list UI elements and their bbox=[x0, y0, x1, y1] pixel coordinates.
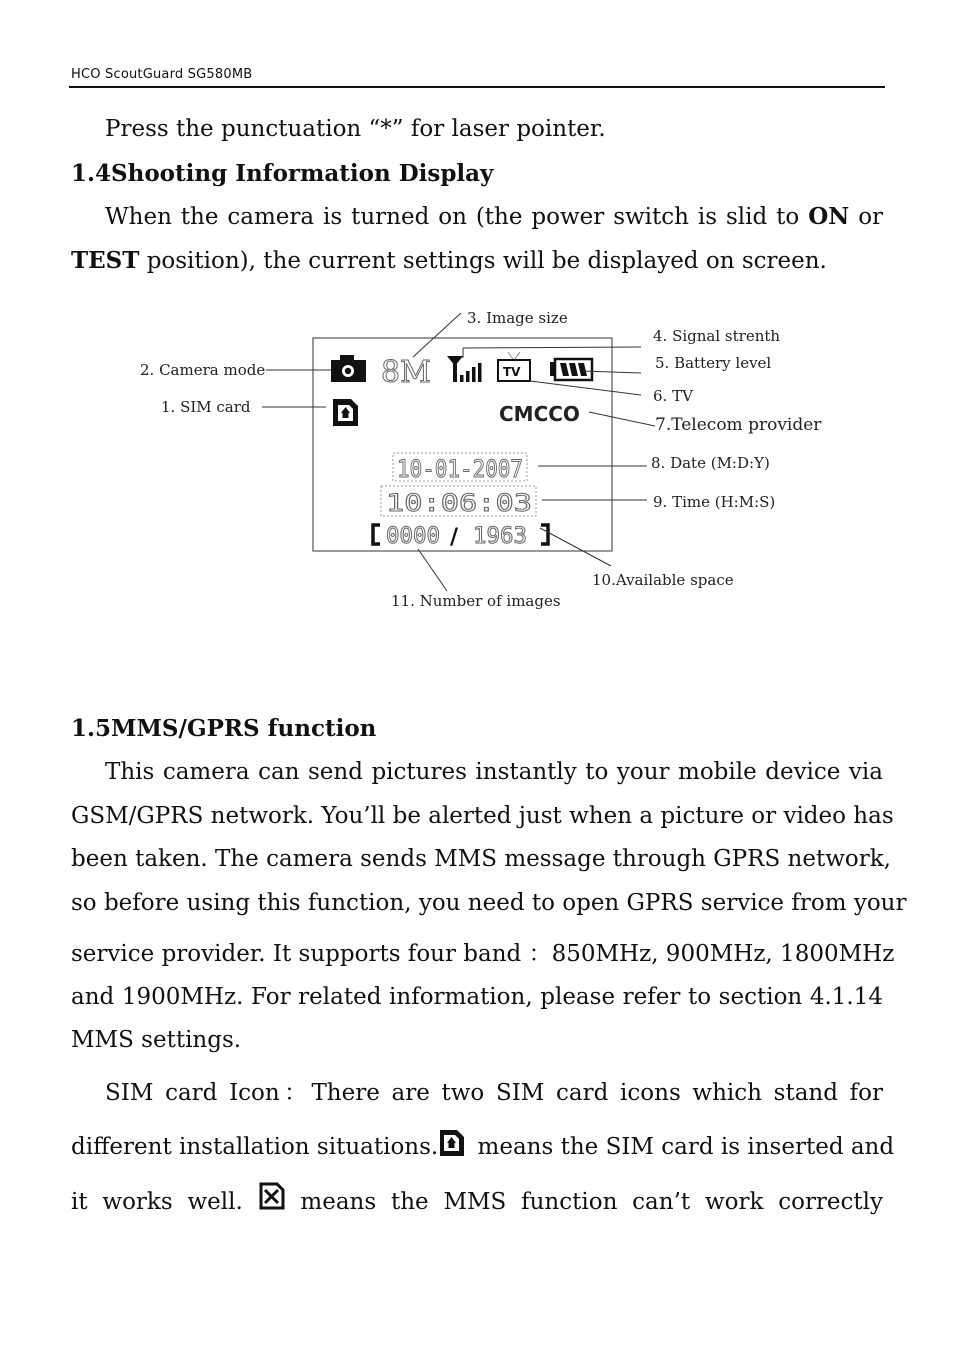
section-heading-1-4: 1.4Shooting Information Display bbox=[71, 160, 494, 187]
image-counter bbox=[373, 524, 548, 550]
image-count-value: 0000 bbox=[386, 524, 440, 549]
label-date: 8. Date (M:D:Y) bbox=[651, 454, 770, 472]
section-1-5-line-6: and 1900MHz. For related information, please refer to section 4.1.14 bbox=[71, 984, 883, 1010]
time-value: 10:06:03 bbox=[386, 489, 532, 517]
on-keyword: ON bbox=[808, 203, 850, 230]
page-header: HCO ScoutGuard SG580MB bbox=[71, 67, 253, 82]
counter-slash: / bbox=[450, 525, 459, 550]
available-space-value: 1963 bbox=[473, 524, 527, 549]
telecom-provider-value: CMCCO bbox=[499, 402, 580, 426]
label-tv: 6. TV bbox=[653, 387, 693, 405]
label-image-size: 3. Image size bbox=[467, 309, 568, 327]
tv-icon bbox=[498, 352, 530, 381]
leader-lines bbox=[262, 313, 655, 591]
section-1-5-line-4: so before using this function, you need to open GPRS service from your bbox=[71, 890, 907, 916]
label-camera-mode: 2. Camera mode bbox=[140, 361, 266, 379]
label-telecom-provider: 7.Telecom provider bbox=[655, 415, 822, 435]
laser-paragraph: Press the punctuation “*” for laser pointer. bbox=[105, 116, 606, 142]
label-signal-strength: 4. Signal strenth bbox=[653, 327, 781, 345]
sim-icon-paragraph-line-3: it works well. means the MMS function can’t work correctly bbox=[71, 1181, 883, 1215]
label-available-space: 10.Available space bbox=[592, 571, 734, 589]
sim-icon-paragraph-line-1: SIM card Icon：There are two SIM card icons which stand for bbox=[105, 1080, 883, 1106]
section-1-4-line-2: TEST position), the current settings will be displayed on screen. bbox=[71, 247, 827, 274]
label-sim-card: 1. SIM card bbox=[161, 398, 251, 416]
section-1-5-line-7: MMS settings. bbox=[71, 1027, 242, 1053]
section-1-5-line-1: This camera can send pictures instantly to your mobile device via bbox=[105, 759, 883, 785]
label-time: 9. Time (H:M:S) bbox=[653, 493, 776, 511]
camera-mode-icon bbox=[331, 355, 366, 382]
section-1-5-line-2: GSM/GPRS network. You’ll be alerted just when a picture or video has bbox=[71, 803, 894, 829]
sim-card-screen-icon bbox=[333, 399, 358, 426]
sim-error-icon bbox=[258, 1181, 286, 1211]
section-1-5-line-3: been taken. The camera sends MMS message through GPRS network, bbox=[71, 846, 891, 872]
test-keyword: TEST bbox=[71, 247, 140, 274]
section-1-5-line-5: service provider. It supports four band ：850MHz, 900MHz, 1800MHz bbox=[71, 941, 895, 967]
image-size-value: 8M bbox=[381, 355, 431, 390]
section-1-4-line-1: When the camera is turned on (the power switch is slid to ON or bbox=[105, 203, 884, 230]
sim-icon-paragraph-line-2: different installation situations. means the SIM card is inserted and bbox=[71, 1128, 883, 1160]
section-heading-1-5: 1.5MMS/GPRS function bbox=[71, 715, 377, 742]
label-number-of-images: 11. Number of images bbox=[391, 592, 561, 610]
date-value: 10-01-2007 bbox=[397, 455, 523, 483]
tv-badge-text: TV bbox=[503, 365, 521, 379]
sim-inserted-icon bbox=[438, 1128, 466, 1158]
label-battery-level: 5. Battery level bbox=[655, 354, 772, 372]
signal-strength-icon bbox=[447, 356, 482, 382]
battery-icon bbox=[550, 359, 592, 380]
